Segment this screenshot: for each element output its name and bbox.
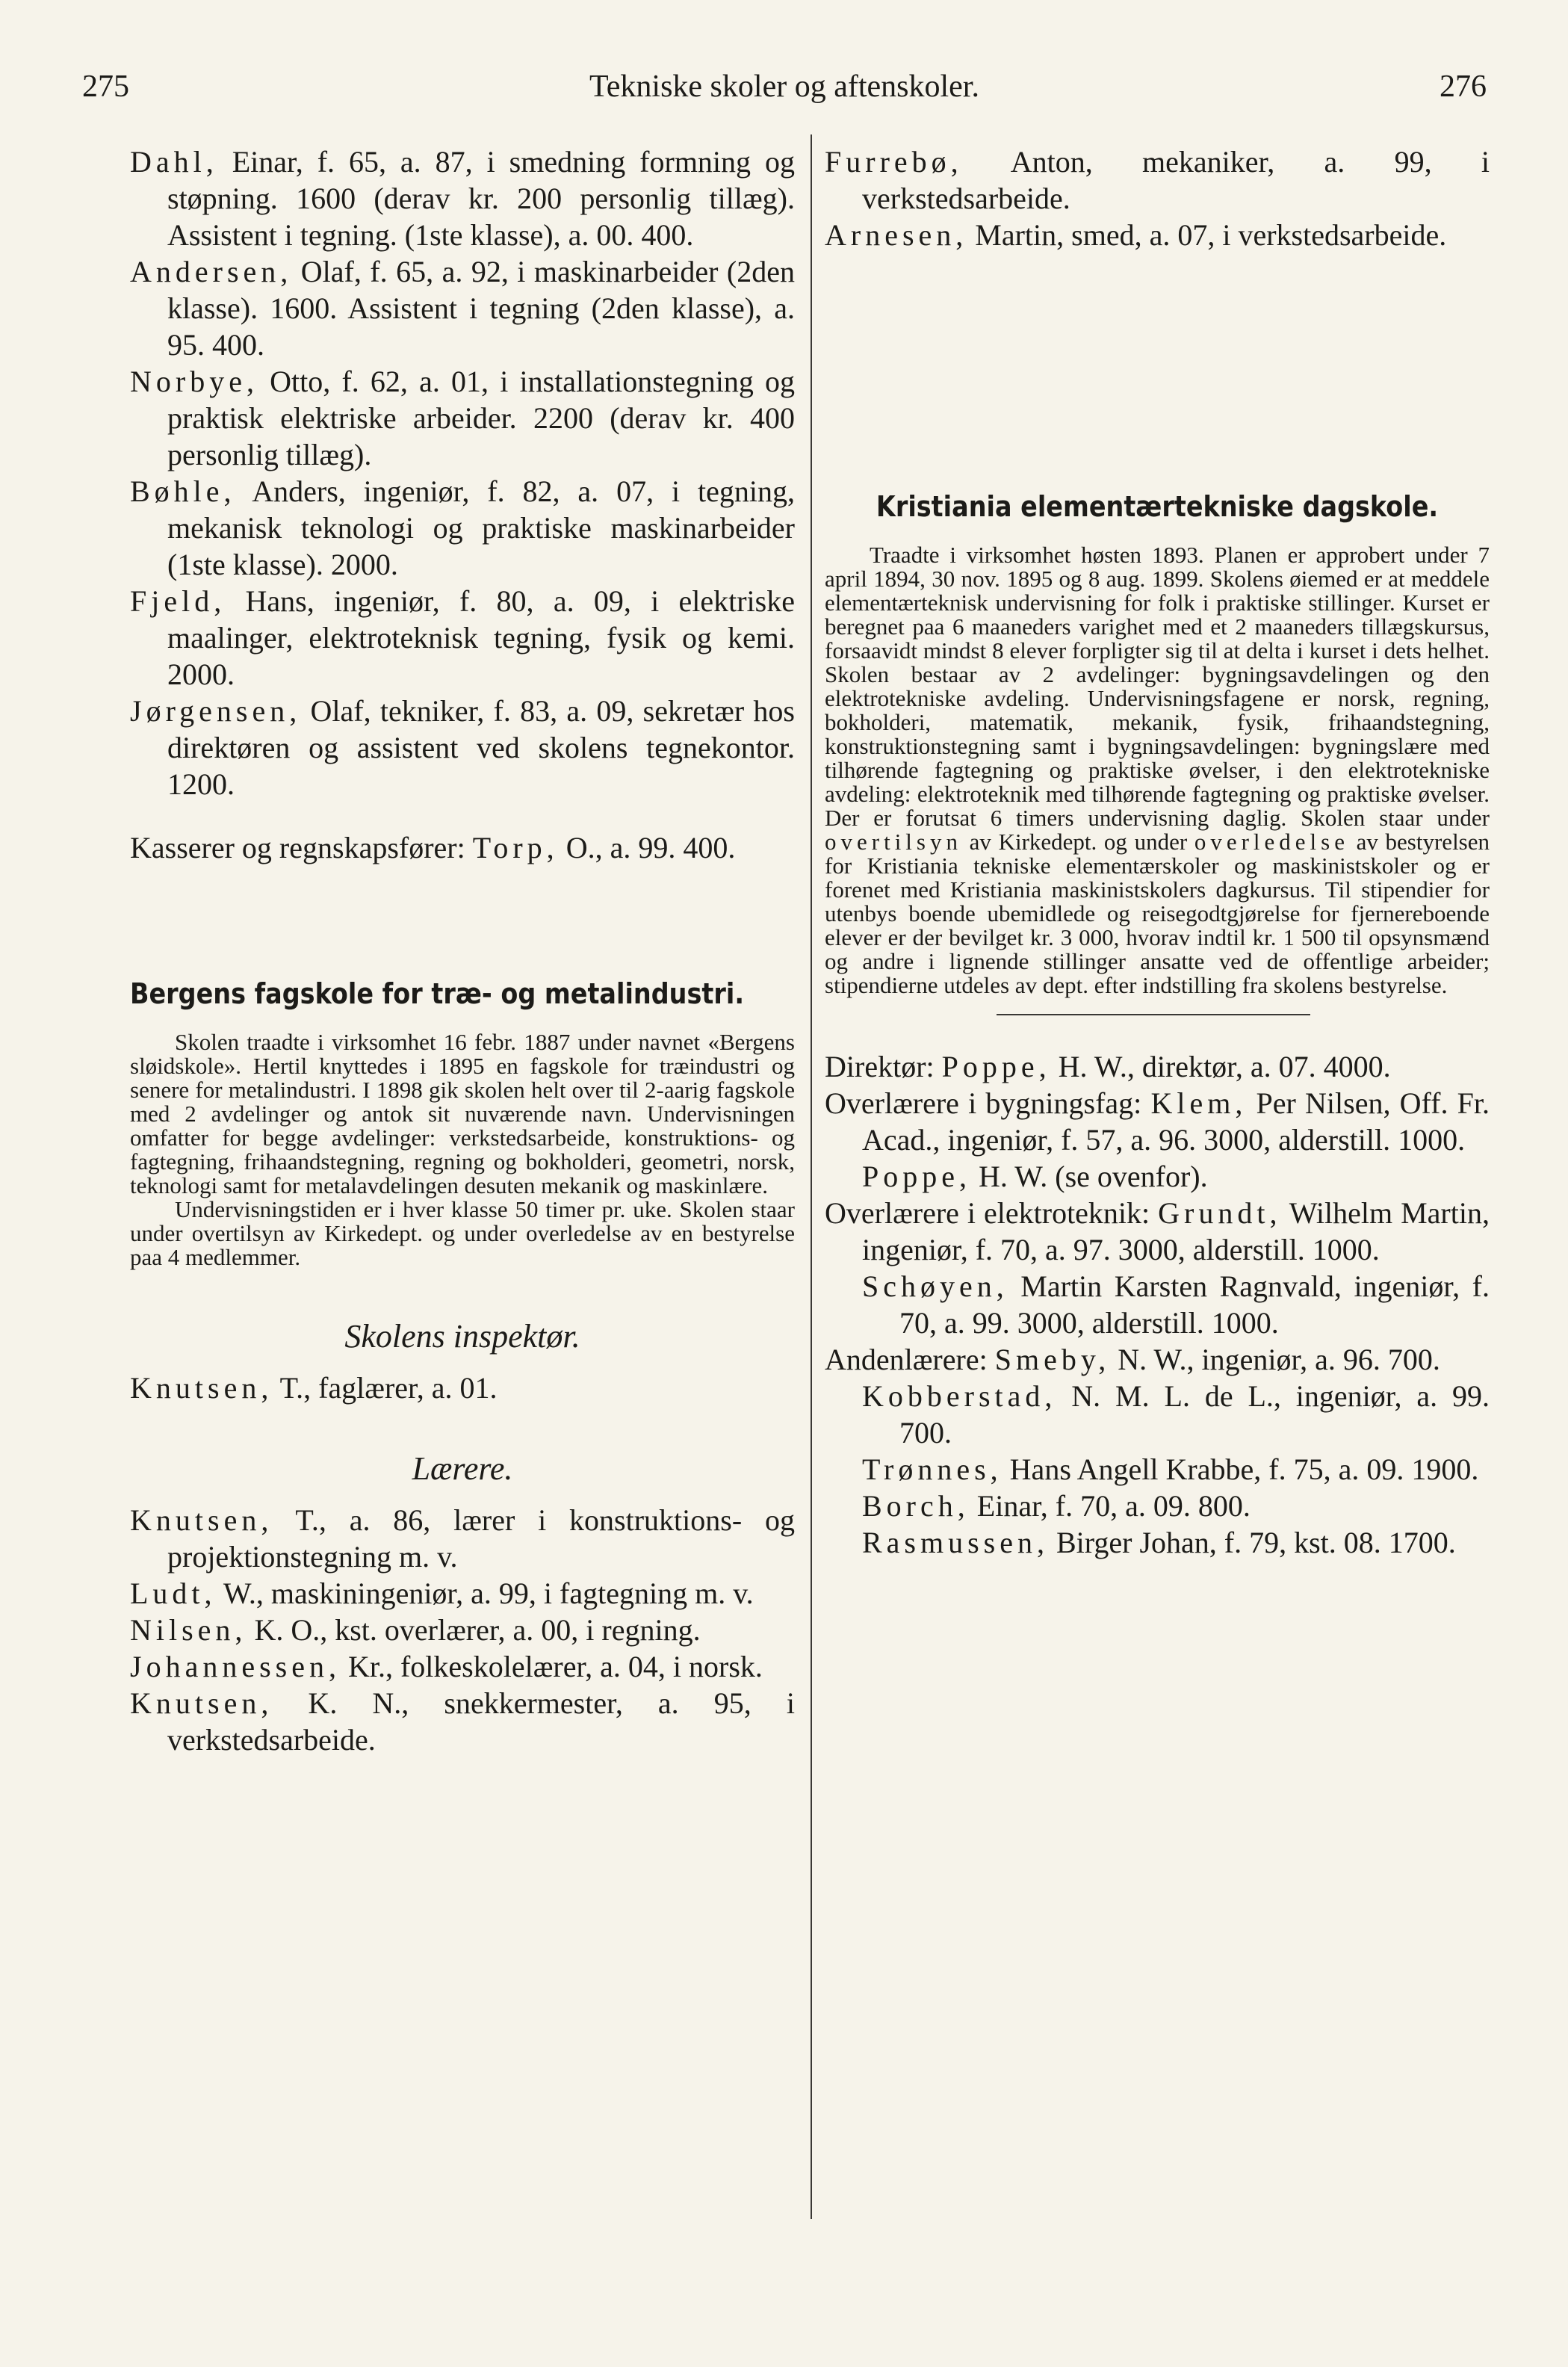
subheading-inspektor: Skolens inspektør. xyxy=(344,1318,580,1355)
laerer-entry: Knutsen, K. N., snekkermester, a. 95, i verkstedsarbeide. xyxy=(130,1686,795,1757)
staff-entry: Fjeld, Hans, ingeniør, f. 80, a. 09, i elektriske maalinger, elektroteknisk tegning, fysik og kemi. 2000. xyxy=(130,584,795,691)
subheading-laerere: Lærere. xyxy=(412,1450,513,1487)
bergens-paragraph: Skolen traadte i virksomhet 16 febr. 1887 under navnet «Bergens sløidskole». Hertil knyttedes i 1895 en fagskole for træindustri og senere for metalindustri. I 1898 gik skolen helt over til 2-aarig fagskole med 2 avdelinger og antok sit nuværende navn. Undervisningen omfatter for begge avdelinger: verkstedsarbeide, konstruktions- og fagtegning, frihaandstegning, regning og bokholderi, geometri, norsk, teknologi samt for metalavdelingen desuten mekanik og maskinlære. xyxy=(130,1029,795,1198)
section-heading-kristiania: Kristiania elementærtekniske dagskole. xyxy=(876,490,1439,523)
staff-entry: Bøhle, Anders, ingeniør, f. 82, a. 07, i tegning, mekanisk teknologi og praktiske maskinarbeider (1ste klasse). 2000. xyxy=(130,474,795,581)
running-title: Tekniske skoler og aftenskoler. xyxy=(589,69,979,104)
overlaerer-entry: Schøyen, Martin Karsten Ragnvald, ingeniør, f. 70, a. 99. 3000, alderstill. 1000. xyxy=(862,1269,1490,1340)
andenlaerer-entry: Borch, Einar, f. 70, a. 09. 800. xyxy=(862,1489,1251,1523)
laerer-entry: Nilsen, K. O., kst. overlærer, a. 00, i regning. xyxy=(130,1613,701,1647)
page-number-left: 275 xyxy=(82,69,129,104)
inspektor-entry: Knutsen, T., faglærer, a. 01. xyxy=(130,1371,498,1405)
overlaerer-entry: Overlærere i bygningsfag: Klem, Per Nilsen, Off. Fr. Acad., ingeniør, f. 57, a. 96. 3000, alderstill. 1000. xyxy=(825,1086,1490,1157)
andenlaerer-entry: Rasmussen, Birger Johan, f. 79, kst. 08. 1700. xyxy=(862,1526,1456,1559)
kristiania-paragraph: Traadte i virksomhet høsten 1893. Planen er approbert under 7 april 1894, 30 nov. 1895 og 8 aug. 1899. Skolens øiemed er at meddele elementærteknisk undervisning for folk i praktiske stillinger. Kurset er beregnet paa 6 maaneders varighet med et 2 maaneders tillægskursus, forsaavidt mindst 8 elever forpligter sig til at delta i kurset i dets helhet. Skolen bestaar av 2 avdelinger: bygningsavdelingen og den elektrotekniske avdeling. Undervisningsfagene er norsk, regning, bokholderi, matematik, mekanik, fysik, frihaandstegning, konstruktionstegning samt i bygningsavdelingen: bygningslære med tilhørende fagtegning og praktiske øvelser, i den elektrotekniske avdeling: elektroteknik med tilhørende fagtegning og praktiske øvelser. Der er forutsat 6 timers undervisning daglig. Skolen staar under overtilsyn av Kirkedept. og under overledelse av bestyrelsen for Kristiania tekniske elementærskoler og maskinistskoler og er forenet med Kristiania maskinistskolers dagkursus. Til stipendier for utenbys boende ubemidlede og reisegodtgjørelse for fjernereboende elever er der bevilget kr. 3 000, hvorav indtil kr. 1 500 til opsynsmænd og andre i lignende stillinger ansatte ved de offentlige arbeider; stipendierne utdeles av dept. efter indstilling fra skolens bestyrelse. xyxy=(825,542,1490,998)
staff-entry: Norbye, Otto, f. 62, a. 01, i installationstegning og praktisk elektriske arbeider. 2200 (derav kr. 400 personlig tillæg). xyxy=(130,365,795,471)
overlaerer-entry: Overlærere i elektroteknik: Grundt, Wilhelm Martin, ingeniør, f. 70, a. 97. 3000, alderstill. 1000. xyxy=(825,1196,1490,1266)
bergens-paragraph: Undervisningstiden er i hver klasse 50 timer pr. uke. Skolen staar under overtilsyn av Kirkedept. og under overledelse av en bestyrelse paa 4 medlemmer. xyxy=(130,1196,795,1270)
staff-entry: Furrebø, Anton, mekaniker, a. 99, i verkstedsarbeide. xyxy=(825,145,1490,215)
page-header xyxy=(82,69,1487,114)
section-heading-bergens: Bergens fagskole for træ- og metalindustri. xyxy=(130,977,745,1010)
kasserer-entry: Kasserer og regnskapsfører: Torp, O., a. 99. 400. xyxy=(130,831,736,864)
right-column xyxy=(825,143,1490,1561)
staff-entry: Jørgensen, Olaf, tekniker, f. 83, a. 09, sekretær hos direktøren og assistent ved skolens tegnekontor. 1200. xyxy=(130,694,795,801)
direktor-entry: Direktør: Poppe, H. W., direktør, a. 07. 4000. xyxy=(825,1050,1391,1083)
page-number-right: 276 xyxy=(1440,69,1487,104)
laerer-entry: Johannessen, Kr., folkeskolelærer, a. 04, i norsk. xyxy=(130,1650,763,1683)
staff-entry: Dahl, Einar, f. 65, a. 87, i smedning formning og støpning. 1600 (derav kr. 200 personlig tillæg). Assistent i tegning. (1ste klasse), a. 00. 400. xyxy=(130,145,795,252)
andenlaerer-entry: Kobberstad, N. M. L. de L., ingeniør, a. 99. 700. xyxy=(862,1379,1490,1449)
column-divider xyxy=(811,134,812,2219)
left-column xyxy=(130,143,795,1758)
andenlaerer-entry: Trønnes, Hans Angell Krabbe, f. 75, a. 09. 1900. xyxy=(862,1452,1479,1486)
laerer-entry: Ludt, W., maskiningeniør, a. 99, i fagtegning m. v. xyxy=(130,1577,754,1610)
laerer-entry: Knutsen, T., a. 86, lærer i konstruktions- og projektionstegning m. v. xyxy=(130,1503,795,1574)
staff-entry: Andersen, Olaf, f. 65, a. 92, i maskinarbeider (2den klasse). 1600. Assistent i tegning (2den klasse), a. 95. 400. xyxy=(130,255,795,362)
overlaerer-entry: Poppe, H. W. (se ovenfor). xyxy=(862,1160,1208,1193)
andenlaerer-entry: Andenlærere: Smeby, N. W., ingeniør, a. 96. 700. xyxy=(825,1343,1440,1376)
staff-entry: Arnesen, Martin, smed, a. 07, i verkstedsarbeide. xyxy=(825,218,1447,252)
